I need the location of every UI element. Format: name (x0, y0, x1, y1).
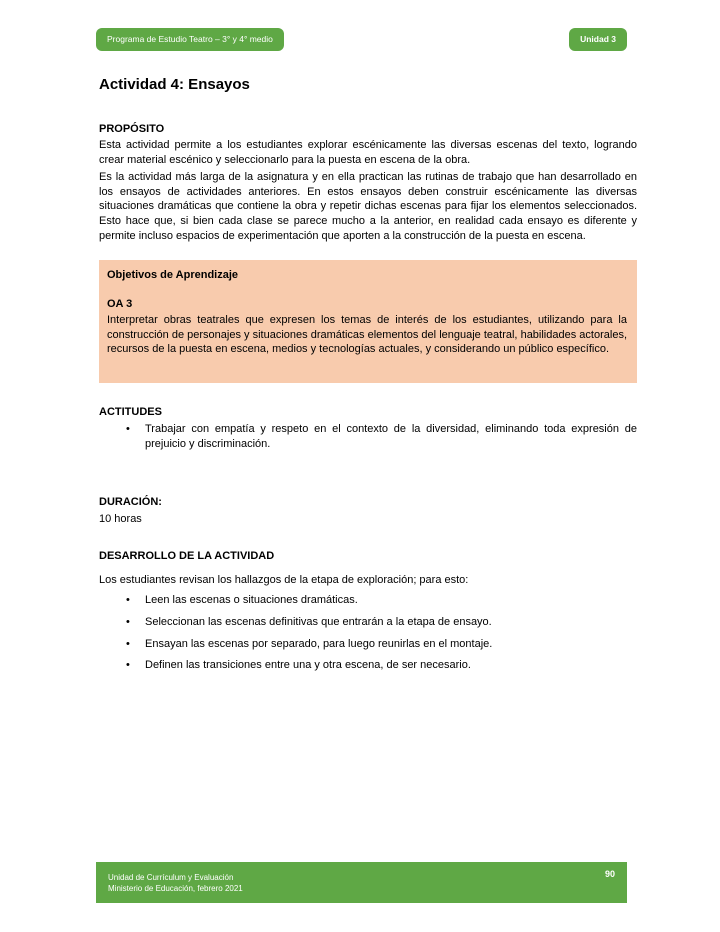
page-footer (96, 862, 627, 903)
duracion-heading: DURACIÓN: (99, 496, 162, 509)
desarrollo-item: • Seleccionan las escenas definitivas que entrarán a la etapa de ensayo. (99, 615, 637, 630)
objetivos-aprendizaje-box (99, 260, 637, 383)
desarrollo-item: • Leen las escenas o situaciones dramáticas. (99, 593, 637, 608)
activity-title: Actividad 4: Ensayos (99, 76, 250, 93)
page-number: 90 (604, 869, 615, 879)
page-content (99, 76, 637, 673)
oa-box-subheading: OA 3 (107, 298, 133, 311)
desarrollo-intro: Los estudiantes revisan los hallazgos de la etapa de exploración; para esto: (99, 573, 469, 586)
desarrollo-heading: DESARROLLO DE LA ACTIVIDAD (99, 549, 275, 562)
desarrollo-item: • Definen las transiciones entre una y otra escena, de ser necesario. (99, 658, 637, 673)
page-header (96, 28, 627, 51)
actitud-item: • Trabajar con empatía y respeto en el contexto de la diversidad, eliminando toda expresión de prejuicio y discriminación. (99, 422, 637, 451)
desarrollo-item: • Ensayan las escenas por separado, para luego reunirlas en el montaje. (99, 637, 637, 652)
duracion-value: 10 horas (99, 513, 142, 526)
footer-credits (108, 872, 243, 894)
oa-box-body: Interpretar obras teatrales que expresen los temas de interés de los estudiantes, utilizando para la construcción de personajes y situaciones dramáticas elementos del lenguaje teatral, habilidades actorales, recursos de la puesta en escena, medios y tecnologías actuales, y considerando un público específico. (107, 314, 627, 356)
program-badge: Programa de Estudio Teatro – 3° y 4° medio (96, 28, 284, 51)
proposito-heading: PROPÓSITO (99, 123, 165, 135)
oa-box-heading: Objetivos de Aprendizaje (107, 269, 239, 282)
proposito-paragraph-1: Esta actividad permite a los estudiantes explorar escénicamente las diversas escenas del texto, logrando crear material escénico y seleccionarlo para la puesta en escena de la obra. (99, 139, 637, 166)
proposito-paragraph-2: Es la actividad más larga de la asignatura y en ella practican las rutinas de trabajo que han desarrollado en los ensayos de actividades anteriores. En estos ensayos deben construir escénicamente las diversas situaciones dramáticas que contiene la obra y repetir dichas escenas para fijar los elementos seleccionados. Esto hace que, si bien cada clase se parece mucho a la anterior, en realidad cada ensayo es diferente y permite incluso espacios de experimentación que aporten a la construcción de la puesta en escena. (99, 171, 637, 242)
footer-line-2: Ministerio de Educación, febrero 2021 (108, 883, 243, 893)
unit-badge: Unidad 3 (569, 28, 627, 51)
actitudes-heading: ACTITUDES (99, 405, 162, 418)
footer-line-1: Unidad de Currículum y Evaluación (108, 872, 234, 882)
